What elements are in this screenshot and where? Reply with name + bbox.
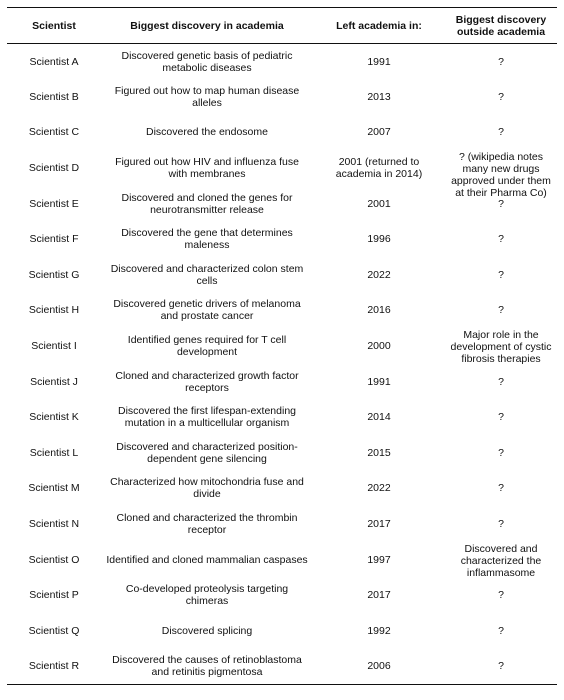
cell-discovery-academia	[101, 115, 313, 151]
cell-discovery-outside	[445, 435, 557, 471]
cell-scientist-name	[7, 542, 101, 578]
table-row	[7, 399, 557, 435]
table-row	[7, 435, 557, 471]
header-discovery-outside: Biggest discovery outside academia	[445, 8, 557, 44]
cell-left-academia-text: 2017	[367, 589, 391, 602]
cell-left-academia-text: 2007	[367, 126, 391, 139]
cell-scientist-name-text: Scientist D	[28, 162, 80, 175]
cell-scientist-name-text: Scientist B	[29, 90, 79, 103]
cell-left-academia	[313, 44, 445, 80]
cell-scientist-name-text: Scientist M	[28, 482, 80, 495]
cell-discovery-outside	[445, 221, 557, 257]
cell-scientist-name	[7, 328, 101, 364]
cell-scientist-name	[7, 293, 101, 329]
cell-scientist-name	[7, 150, 101, 186]
table-row	[7, 79, 557, 115]
cell-left-academia	[313, 649, 445, 685]
table-row	[7, 364, 557, 400]
cell-left-academia	[313, 257, 445, 293]
table-row	[7, 150, 557, 186]
cell-discovery-outside-text: ?	[498, 90, 504, 103]
header-discovery-academia: Biggest discovery in academia	[101, 8, 313, 44]
cell-discovery-academia-text: Identified genes required for T cell development	[127, 334, 287, 359]
table-row	[7, 577, 557, 613]
cell-scientist-name-text: Scientist R	[28, 660, 80, 673]
cell-scientist-name	[7, 649, 101, 685]
cell-left-academia-text: 2015	[367, 446, 391, 459]
cell-left-academia	[313, 435, 445, 471]
cell-scientist-name-text: Scientist K	[29, 411, 79, 424]
table-row	[7, 506, 557, 542]
cell-left-academia	[313, 293, 445, 329]
cell-scientist-name-text: Scientist P	[29, 589, 79, 602]
cell-discovery-outside-text: Major role in the development of cystic fibrosis therapies	[450, 329, 552, 366]
cell-discovery-outside	[445, 257, 557, 293]
cell-left-academia-text: 2006	[367, 660, 391, 673]
cell-discovery-academia-text: Discovered the endosome	[146, 126, 268, 139]
cell-scientist-name-text: Scientist I	[31, 340, 77, 353]
cell-discovery-academia-text: Discovered the first lifespan-extending mutation in a multicellular organism	[117, 405, 296, 430]
cell-left-academia	[313, 221, 445, 257]
cell-discovery-academia-text: Discovered and characterized colon stem cells	[110, 262, 304, 287]
cell-discovery-outside-text: ?	[498, 411, 504, 424]
cell-discovery-outside-text: ?	[498, 660, 504, 673]
cell-discovery-academia-text: Discovered and cloned the genes for neurotransmitter release	[121, 191, 293, 216]
cell-left-academia-text: 2000	[367, 340, 391, 353]
cell-scientist-name-text: Scientist F	[29, 233, 79, 246]
cell-discovery-academia-text: Discovered genetic basis of pediatric metabolic diseases	[121, 49, 293, 74]
cell-scientist-name-text: Scientist G	[28, 268, 80, 281]
cell-discovery-outside	[445, 399, 557, 435]
cell-discovery-outside-text: ?	[498, 304, 504, 317]
cell-scientist-name	[7, 364, 101, 400]
cell-left-academia	[313, 150, 445, 186]
cell-scientist-name	[7, 257, 101, 293]
cell-scientist-name	[7, 221, 101, 257]
cell-discovery-outside	[445, 506, 557, 542]
cell-discovery-academia-text: Discovered and characterized position-dependent gene silencing	[116, 440, 298, 465]
cell-discovery-outside	[445, 328, 557, 364]
cell-left-academia-text: 2013	[367, 90, 391, 103]
cell-discovery-academia	[101, 649, 313, 685]
cell-discovery-outside	[445, 79, 557, 115]
table-row	[7, 328, 557, 364]
cell-scientist-name-text: Scientist H	[28, 304, 80, 317]
cell-left-academia	[313, 115, 445, 151]
cell-scientist-name	[7, 399, 101, 435]
cell-scientist-name-text: Scientist J	[30, 375, 78, 388]
cell-scientist-name	[7, 186, 101, 222]
cell-left-academia	[313, 186, 445, 222]
header-row	[7, 8, 557, 44]
cell-discovery-academia	[101, 186, 313, 222]
cell-discovery-outside-text: ?	[498, 518, 504, 531]
cell-left-academia-text: 2001 (returned to academia in 2014)	[335, 156, 423, 181]
cell-discovery-academia-text: Figured out how to map human disease alleles	[114, 84, 300, 109]
cell-scientist-name	[7, 44, 101, 80]
cell-left-academia	[313, 613, 445, 649]
cell-discovery-academia	[101, 435, 313, 471]
cell-left-academia	[313, 506, 445, 542]
cell-scientist-name-text: Scientist Q	[28, 624, 80, 637]
cell-discovery-outside	[445, 293, 557, 329]
cell-discovery-academia-text: Discovered the causes of retinoblastoma and retinitis pigmentosa	[112, 654, 302, 679]
cell-left-academia	[313, 577, 445, 613]
cell-scientist-name-text: Scientist C	[28, 126, 80, 139]
scientists-table	[7, 7, 557, 685]
cell-discovery-academia-text: Cloned and characterized the thrombin receptor	[116, 512, 298, 537]
table-row	[7, 115, 557, 151]
cell-discovery-outside	[445, 613, 557, 649]
cell-left-academia-text: 1991	[367, 55, 391, 68]
cell-discovery-outside-text: ?	[498, 197, 504, 210]
cell-left-academia	[313, 328, 445, 364]
cell-discovery-outside-text: ?	[498, 446, 504, 459]
cell-discovery-outside-text: ?	[498, 126, 504, 139]
cell-scientist-name	[7, 577, 101, 613]
cell-discovery-academia	[101, 79, 313, 115]
cell-discovery-outside	[445, 649, 557, 685]
cell-left-academia	[313, 471, 445, 507]
table-row	[7, 44, 557, 80]
cell-discovery-academia	[101, 613, 313, 649]
cell-discovery-academia	[101, 44, 313, 80]
cell-discovery-academia	[101, 364, 313, 400]
cell-discovery-academia-text: Discovered splicing	[161, 624, 253, 637]
cell-discovery-academia	[101, 293, 313, 329]
cell-discovery-academia-text: Identified and cloned mammalian caspases	[106, 553, 308, 566]
cell-discovery-academia-text: Discovered the gene that determines maleness	[121, 227, 293, 252]
table-row	[7, 293, 557, 329]
cell-left-academia	[313, 542, 445, 578]
header-scientist: Scientist	[7, 8, 101, 44]
cell-discovery-academia-text: Figured out how HIV and influenza fuse with membranes	[115, 156, 299, 181]
table-row	[7, 221, 557, 257]
cell-scientist-name-text: Scientist E	[29, 197, 79, 210]
cell-left-academia	[313, 399, 445, 435]
table-row	[7, 613, 557, 649]
table-body	[7, 44, 557, 685]
cell-left-academia-text: 2001	[367, 197, 391, 210]
table-header	[7, 8, 557, 44]
cell-left-academia	[313, 364, 445, 400]
cell-discovery-academia	[101, 150, 313, 186]
cell-discovery-academia	[101, 577, 313, 613]
cell-left-academia-text: 2014	[367, 411, 391, 424]
cell-scientist-name	[7, 115, 101, 151]
cell-scientist-name-text: Scientist A	[29, 55, 79, 68]
cell-left-academia	[313, 79, 445, 115]
cell-discovery-outside-text: ?	[498, 624, 504, 637]
cell-discovery-outside-text: ?	[498, 55, 504, 68]
cell-left-academia-text: 1996	[367, 233, 391, 246]
cell-discovery-academia-text: Cloned and characterized growth factor receptors	[115, 369, 299, 394]
cell-left-academia-text: 2017	[367, 518, 391, 531]
cell-discovery-academia	[101, 399, 313, 435]
cell-scientist-name-text: Scientist N	[28, 518, 80, 531]
cell-scientist-name-text: Scientist O	[28, 553, 80, 566]
cell-discovery-outside	[445, 364, 557, 400]
header-left-academia: Left academia in:	[313, 8, 445, 44]
cell-discovery-outside-text: ?	[498, 589, 504, 602]
cell-left-academia-text: 1991	[367, 375, 391, 388]
cell-scientist-name	[7, 613, 101, 649]
cell-discovery-academia-text: Characterized how mitochondria fuse and divide	[110, 476, 304, 501]
cell-scientist-name	[7, 435, 101, 471]
cell-discovery-outside	[445, 577, 557, 613]
table-row	[7, 542, 557, 578]
cell-discovery-academia	[101, 221, 313, 257]
cell-discovery-outside	[445, 542, 557, 578]
cell-discovery-outside-text: ? (wikipedia notes many new drugs approved under them at their Pharma Co)	[451, 151, 551, 200]
cell-left-academia-text: 2022	[367, 268, 391, 281]
cell-discovery-academia	[101, 328, 313, 364]
cell-discovery-academia	[101, 542, 313, 578]
cell-discovery-outside-text: ?	[498, 375, 504, 388]
table-row	[7, 257, 557, 293]
cell-discovery-academia-text: Co-developed proteolysis targeting chimeras	[125, 583, 289, 608]
cell-left-academia-text: 2022	[367, 482, 391, 495]
cell-discovery-outside-text: ?	[498, 233, 504, 246]
cell-discovery-academia	[101, 257, 313, 293]
cell-discovery-academia-text: Discovered genetic drivers of melanoma and prostate cancer	[113, 298, 301, 323]
cell-left-academia-text: 1997	[367, 553, 391, 566]
cell-left-academia-text: 2016	[367, 304, 391, 317]
cell-scientist-name-text: Scientist L	[29, 446, 79, 459]
cell-discovery-outside	[445, 150, 557, 200]
cell-discovery-outside-text: ?	[498, 482, 504, 495]
cell-discovery-outside	[445, 44, 557, 80]
cell-scientist-name	[7, 471, 101, 507]
cell-discovery-outside	[445, 471, 557, 507]
cell-discovery-academia	[101, 506, 313, 542]
cell-discovery-outside	[445, 115, 557, 151]
cell-discovery-academia	[101, 471, 313, 507]
cell-discovery-outside-text: ?	[498, 268, 504, 281]
table-row	[7, 649, 557, 685]
cell-discovery-outside-text: Discovered and characterized the inflammasome	[460, 542, 542, 579]
cell-left-academia-text: 1992	[367, 624, 391, 637]
cell-scientist-name	[7, 79, 101, 115]
cell-scientist-name	[7, 506, 101, 542]
table-row	[7, 471, 557, 507]
